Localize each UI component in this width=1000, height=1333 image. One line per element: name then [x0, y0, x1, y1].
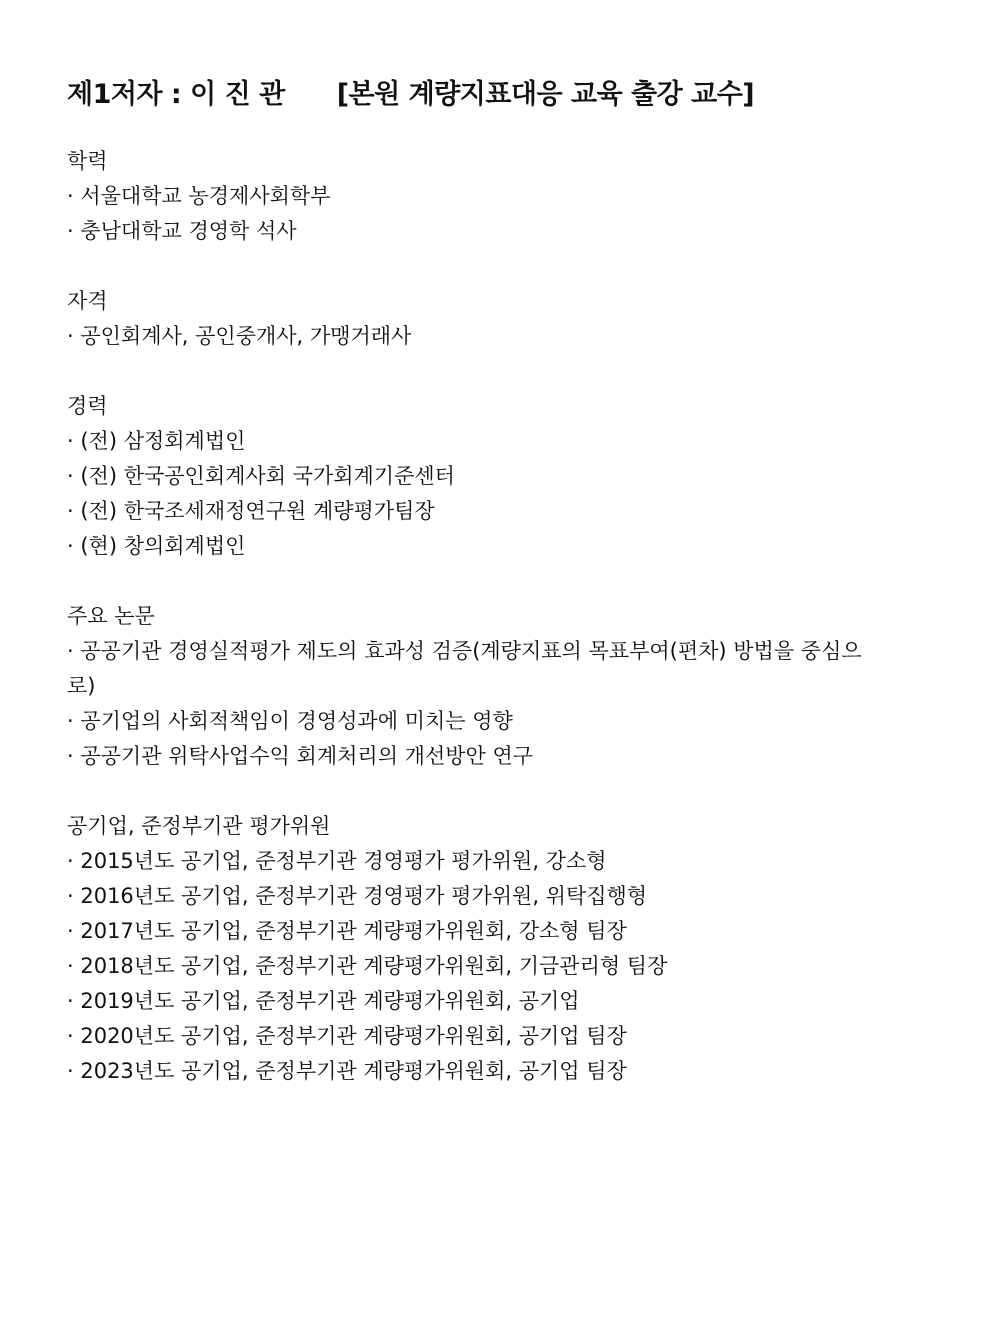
- list-item: · 2023년도 공기업, 준정부기관 계량평가위원회, 공기업 팀장: [67, 1059, 627, 1083]
- list-item: · 2015년도 공기업, 준정부기관 경영평가 평가위원, 강소형: [67, 849, 607, 873]
- list-item: · 2020년도 공기업, 준정부기관 계량평가위원회, 공기업 팀장: [67, 1024, 627, 1048]
- list-item: · (전) 삼정회계법인: [67, 429, 246, 453]
- list-item: · 서울대학교 농경제사회학부: [67, 184, 331, 208]
- list-item: · (현) 창의회계법인: [67, 534, 246, 558]
- list-item: · 공기업의 사회적책임이 경영성과에 미치는 영향: [67, 709, 513, 733]
- list-item: · (전) 한국조세재정연구원 계량평가팀장: [67, 499, 435, 523]
- section-heading: 자격: [67, 289, 108, 313]
- list-item: · 2017년도 공기업, 준정부기관 계량평가위원회, 강소형 팀장: [67, 919, 627, 943]
- list-item: · 2018년도 공기업, 준정부기관 계량평가위원회, 기금관리형 팀장: [67, 954, 668, 978]
- section-papers: [67, 599, 940, 774]
- title-row: [67, 72, 940, 116]
- list-item: · 공인회계사, 공인중개사, 가맹거래사: [67, 324, 412, 348]
- list-item: · 충남대학교 경영학 석사: [67, 219, 297, 243]
- list-item: · 2019년도 공기업, 준정부기관 계량평가위원회, 공기업: [67, 989, 580, 1013]
- list-item: · 공공기관 경영실적평가 제도의 효과성 검증(계량지표의 목표부여(편차) 방법을 중심으로): [67, 639, 862, 698]
- section-heading: 주요 논문: [67, 604, 155, 628]
- list-item: · (전) 한국공인회계사회 국가회계기준센터: [67, 464, 455, 488]
- section-evaluator: [67, 809, 940, 1089]
- list-item: · 공공기관 위탁사업수익 회계처리의 개선방안 연구: [67, 744, 534, 768]
- section-heading: 공기업, 준정부기관 평가위원: [67, 814, 331, 838]
- section-qualifications: [67, 284, 940, 354]
- author-title: 제1저자 : 이 진 관: [67, 79, 285, 110]
- section-heading: 학력: [67, 149, 108, 173]
- section-career: [67, 389, 940, 564]
- author-role: [본원 계량지표대응 교육 출강 교수]: [336, 79, 755, 110]
- list-item: · 2016년도 공기업, 준정부기관 경영평가 평가위원, 위탁집행형: [67, 884, 648, 908]
- section-education: [67, 144, 940, 249]
- section-heading: 경력: [67, 394, 108, 418]
